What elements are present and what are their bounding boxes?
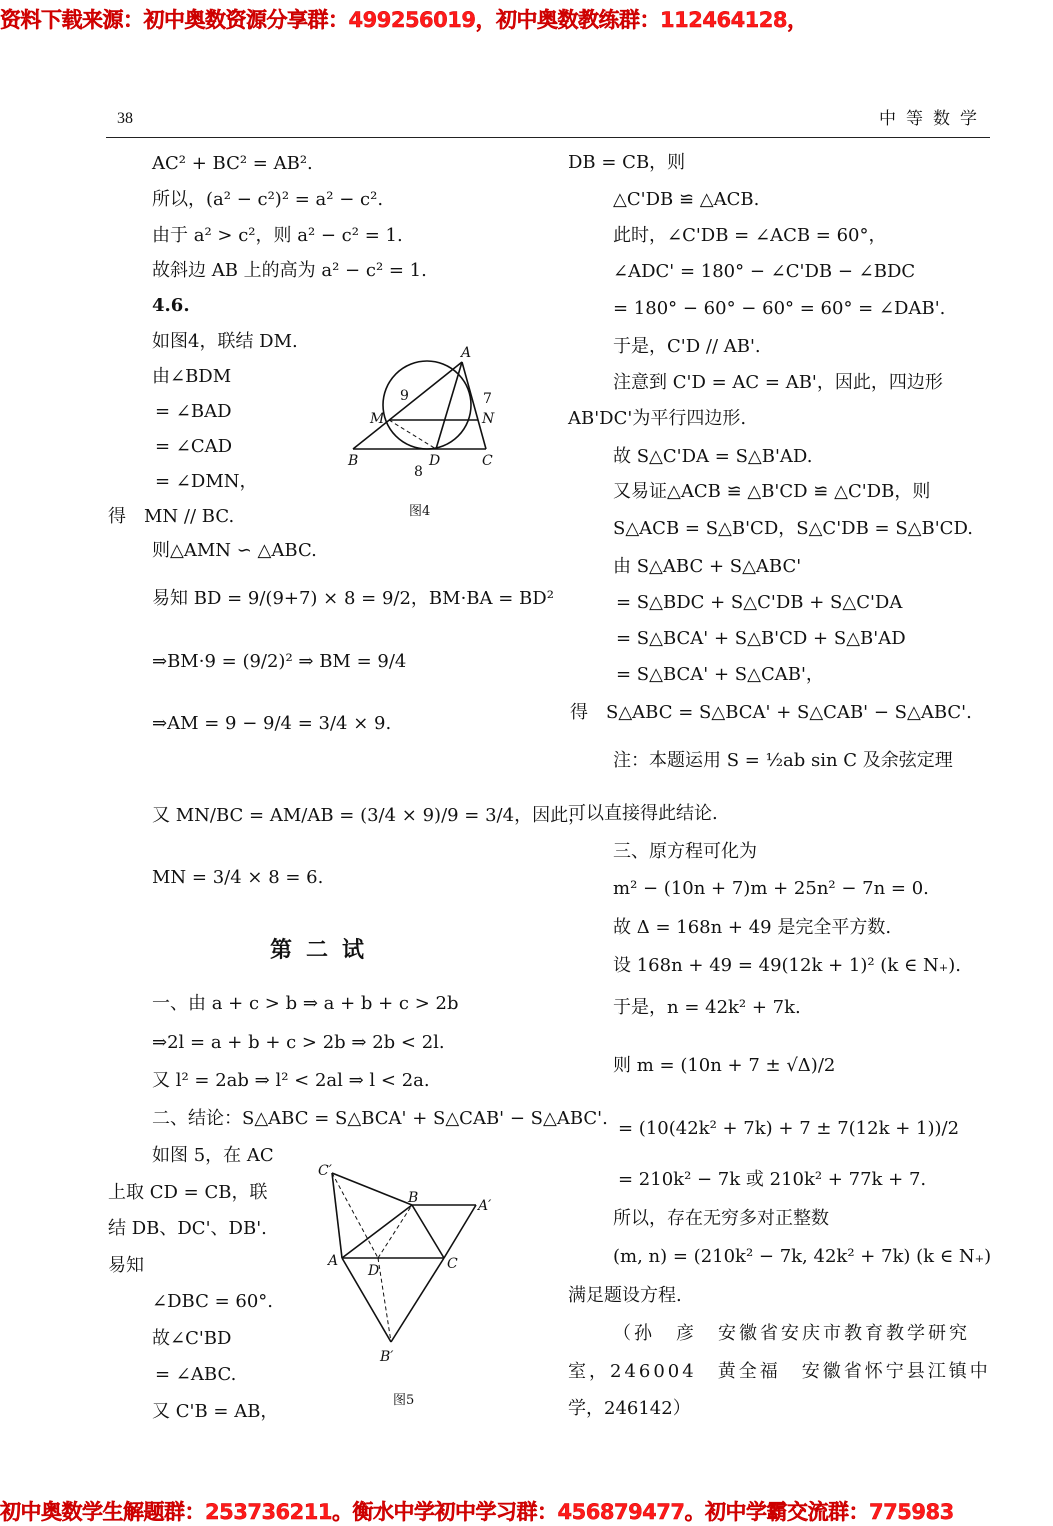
watermark-top: 资料下载来源：初中奥数资源分享群：499256019，初中奥数教练群：112464128， — [0, 8, 808, 32]
fig4-label-a: A — [461, 345, 472, 361]
author-line: 学，246142） — [568, 1398, 691, 1419]
text-line: 故 S△C'DA = S△B'AD. — [613, 446, 813, 467]
equation-line: MN = 3/4 × 8 = 6. — [152, 867, 324, 888]
text-line: = ∠ABC. — [155, 1364, 237, 1385]
text-line: 如图4，联结 DM. — [152, 331, 298, 352]
text-line: = 180° − 60° − 60° = 60° = ∠DAB'. — [613, 298, 946, 319]
text-line: 结 DB、DC'、DB'. — [108, 1218, 267, 1239]
text-line: ∠DBC = 60°. — [152, 1291, 273, 1312]
text-line: 又 l² = 2ab ⇒ l² < 2al ⇒ l < 2a. — [152, 1070, 430, 1091]
text-line: = S△BCA' + S△B'CD + S△B'AD — [616, 628, 906, 649]
text-line: 二、结论：S△ABC = S△BCA' + S△CAB' − S△ABC'. — [152, 1108, 608, 1129]
author-line: （孙 彦 安徽省安庆市教育教学研究 — [613, 1323, 970, 1344]
fig4-length-7: 7 — [483, 391, 492, 407]
fig4-label-d: D — [429, 453, 441, 469]
text-line: AB'DC'为平行四边形. — [568, 408, 747, 429]
text-line: 上取 CD = CB，联 — [108, 1182, 268, 1203]
fig5-label-d: D — [368, 1263, 380, 1279]
fig4-label-n: N — [482, 411, 495, 427]
text-line: △C'DB ≌ △ACB. — [613, 189, 760, 210]
text-line: 故∠C'BD — [152, 1328, 232, 1349]
text-line: = S△BCA' + S△CAB'， — [616, 664, 824, 685]
fig5-label-a: A — [328, 1253, 339, 1269]
text-line: 由∠BDM — [152, 366, 232, 387]
text-line: DB = CB，则 — [568, 152, 686, 173]
text-line: 三、原方程可化为 — [613, 841, 757, 862]
text-line: 故斜边 AB 上的高为 a² − c² = 1. — [152, 260, 427, 281]
fig5-label-c-prime: C′ — [318, 1163, 332, 1179]
text-line: 由 S△ABC + S△ABC' — [613, 556, 802, 577]
equation-line: = 210k² − 7k 或 210k² + 77k + 7. — [618, 1169, 927, 1190]
equation-line: (m, n) = (210k² − 7k, 42k² + 7k) (k ∈ N₊) — [613, 1246, 992, 1267]
fig4-label-m: M — [370, 411, 385, 427]
equation-line: m² − (10n + 7)m + 25n² − 7n = 0. — [613, 878, 929, 899]
equation-line: ⇒AM = 9 − 9/4 = 3/4 × 9. — [152, 713, 392, 734]
text-line: 得 S△ABC = S△BCA' + S△CAB' − S△ABC'. — [570, 702, 972, 723]
text-line: 由于 a² > c²，则 a² − c² = 1. — [152, 225, 403, 246]
fig4-length-8: 8 — [414, 464, 423, 480]
fig4-length-9: 9 — [400, 388, 409, 404]
problem-number: 4.6. — [152, 295, 190, 316]
text-line: = ∠CAD — [155, 436, 233, 457]
section-title: 第二试 — [270, 938, 379, 963]
text-line: ⇒2l = a + b + c > 2b ⇒ 2b < 2l. — [152, 1032, 445, 1053]
note-line: 注：本题运用 S = ½ab sin C 及余弦定理 — [613, 750, 953, 771]
text-line: = ∠DMN， — [155, 471, 258, 492]
fig5-label-b-prime: B′ — [380, 1349, 394, 1365]
equation-line: 设 168n + 49 = 49(12k + 1)² (k ∈ N₊). — [613, 955, 961, 976]
text-line: 一、由 a + c > b ⇒ a + b + c > 2b — [152, 993, 459, 1014]
fig4-label-c: C — [482, 453, 493, 469]
watermark-bottom: 初中奥数学生解题群：253736211。衡水中学初中学习群：456879477。初中学霸交流群：775983 — [0, 1500, 954, 1524]
text-line: = ∠BAD — [155, 401, 232, 422]
text-line: 又易证△ACB ≌ △B'CD ≌ △C'DB，则 — [613, 481, 931, 502]
text-line: 此时，∠C'DB = ∠ACB = 60°， — [613, 225, 887, 246]
equation-line: 则 m = (10n + 7 ± √Δ)/2 — [613, 1055, 836, 1076]
text-line: 易知 — [108, 1255, 144, 1276]
text-line: S△ACB = S△B'CD，S△C'DB = S△B'CD. — [613, 518, 973, 539]
figure-4-caption: 图4 — [409, 504, 431, 519]
figure-5-caption: 图5 — [393, 1393, 415, 1408]
text-line: ∠ADC' = 180° − ∠C'DB − ∠BDC — [613, 261, 916, 282]
text-line: 又 C'B = AB， — [152, 1401, 279, 1422]
equation-line: 于是，n = 42k² + 7k. — [613, 997, 801, 1018]
journal-title: 中等数学 — [879, 109, 987, 129]
text-line: 得 MN // BC. — [108, 506, 235, 527]
figure-4 — [353, 361, 486, 449]
fig5-label-c: C — [447, 1256, 458, 1272]
fig4-label-b: B — [348, 453, 359, 469]
page-number: 38 — [117, 110, 133, 127]
text-line: 满足题设方程. — [568, 1285, 682, 1306]
equation-line: ⇒BM·9 = (9/2)² ⇒ BM = 9/4 — [152, 651, 407, 672]
fig5-label-a-prime: A′ — [478, 1198, 492, 1214]
text-line: 如图 5，在 AC — [152, 1145, 274, 1166]
text-line: 于是，C'D // AB'. — [613, 336, 761, 357]
note-line: 可以直接得此结论. — [568, 803, 718, 824]
text-line: 故 Δ = 168n + 49 是完全平方数. — [613, 917, 892, 938]
equation-line: = (10(42k² + 7k) + 7 ± 7(12k + 1))/2 — [618, 1118, 960, 1139]
text-line: = S△BDC + S△C'DB + S△C'DA — [616, 592, 903, 613]
equation-line: 又 MN/BC = AM/AB = (3/4 × 9)/9 = 3/4，因此， — [152, 805, 587, 826]
text-line: 所以，存在无穷多对正整数 — [613, 1208, 829, 1229]
author-line: 室，246004 黄全福 安徽省怀宁县江镇中 — [568, 1361, 991, 1382]
text-line: 所以，(a² − c²)² = a² − c². — [152, 189, 384, 210]
equation-line: 易知 BD = 9/(9+7) × 8 = 9/2，BM·BA = BD² — [152, 588, 554, 609]
text-line: 则△AMN ∽ △ABC. — [152, 540, 317, 561]
text-line: 注意到 C'D = AC = AB'，因此，四边形 — [613, 372, 943, 393]
text-line: AC² + BC² = AB². — [152, 153, 313, 174]
fig5-label-b: B — [408, 1190, 419, 1206]
